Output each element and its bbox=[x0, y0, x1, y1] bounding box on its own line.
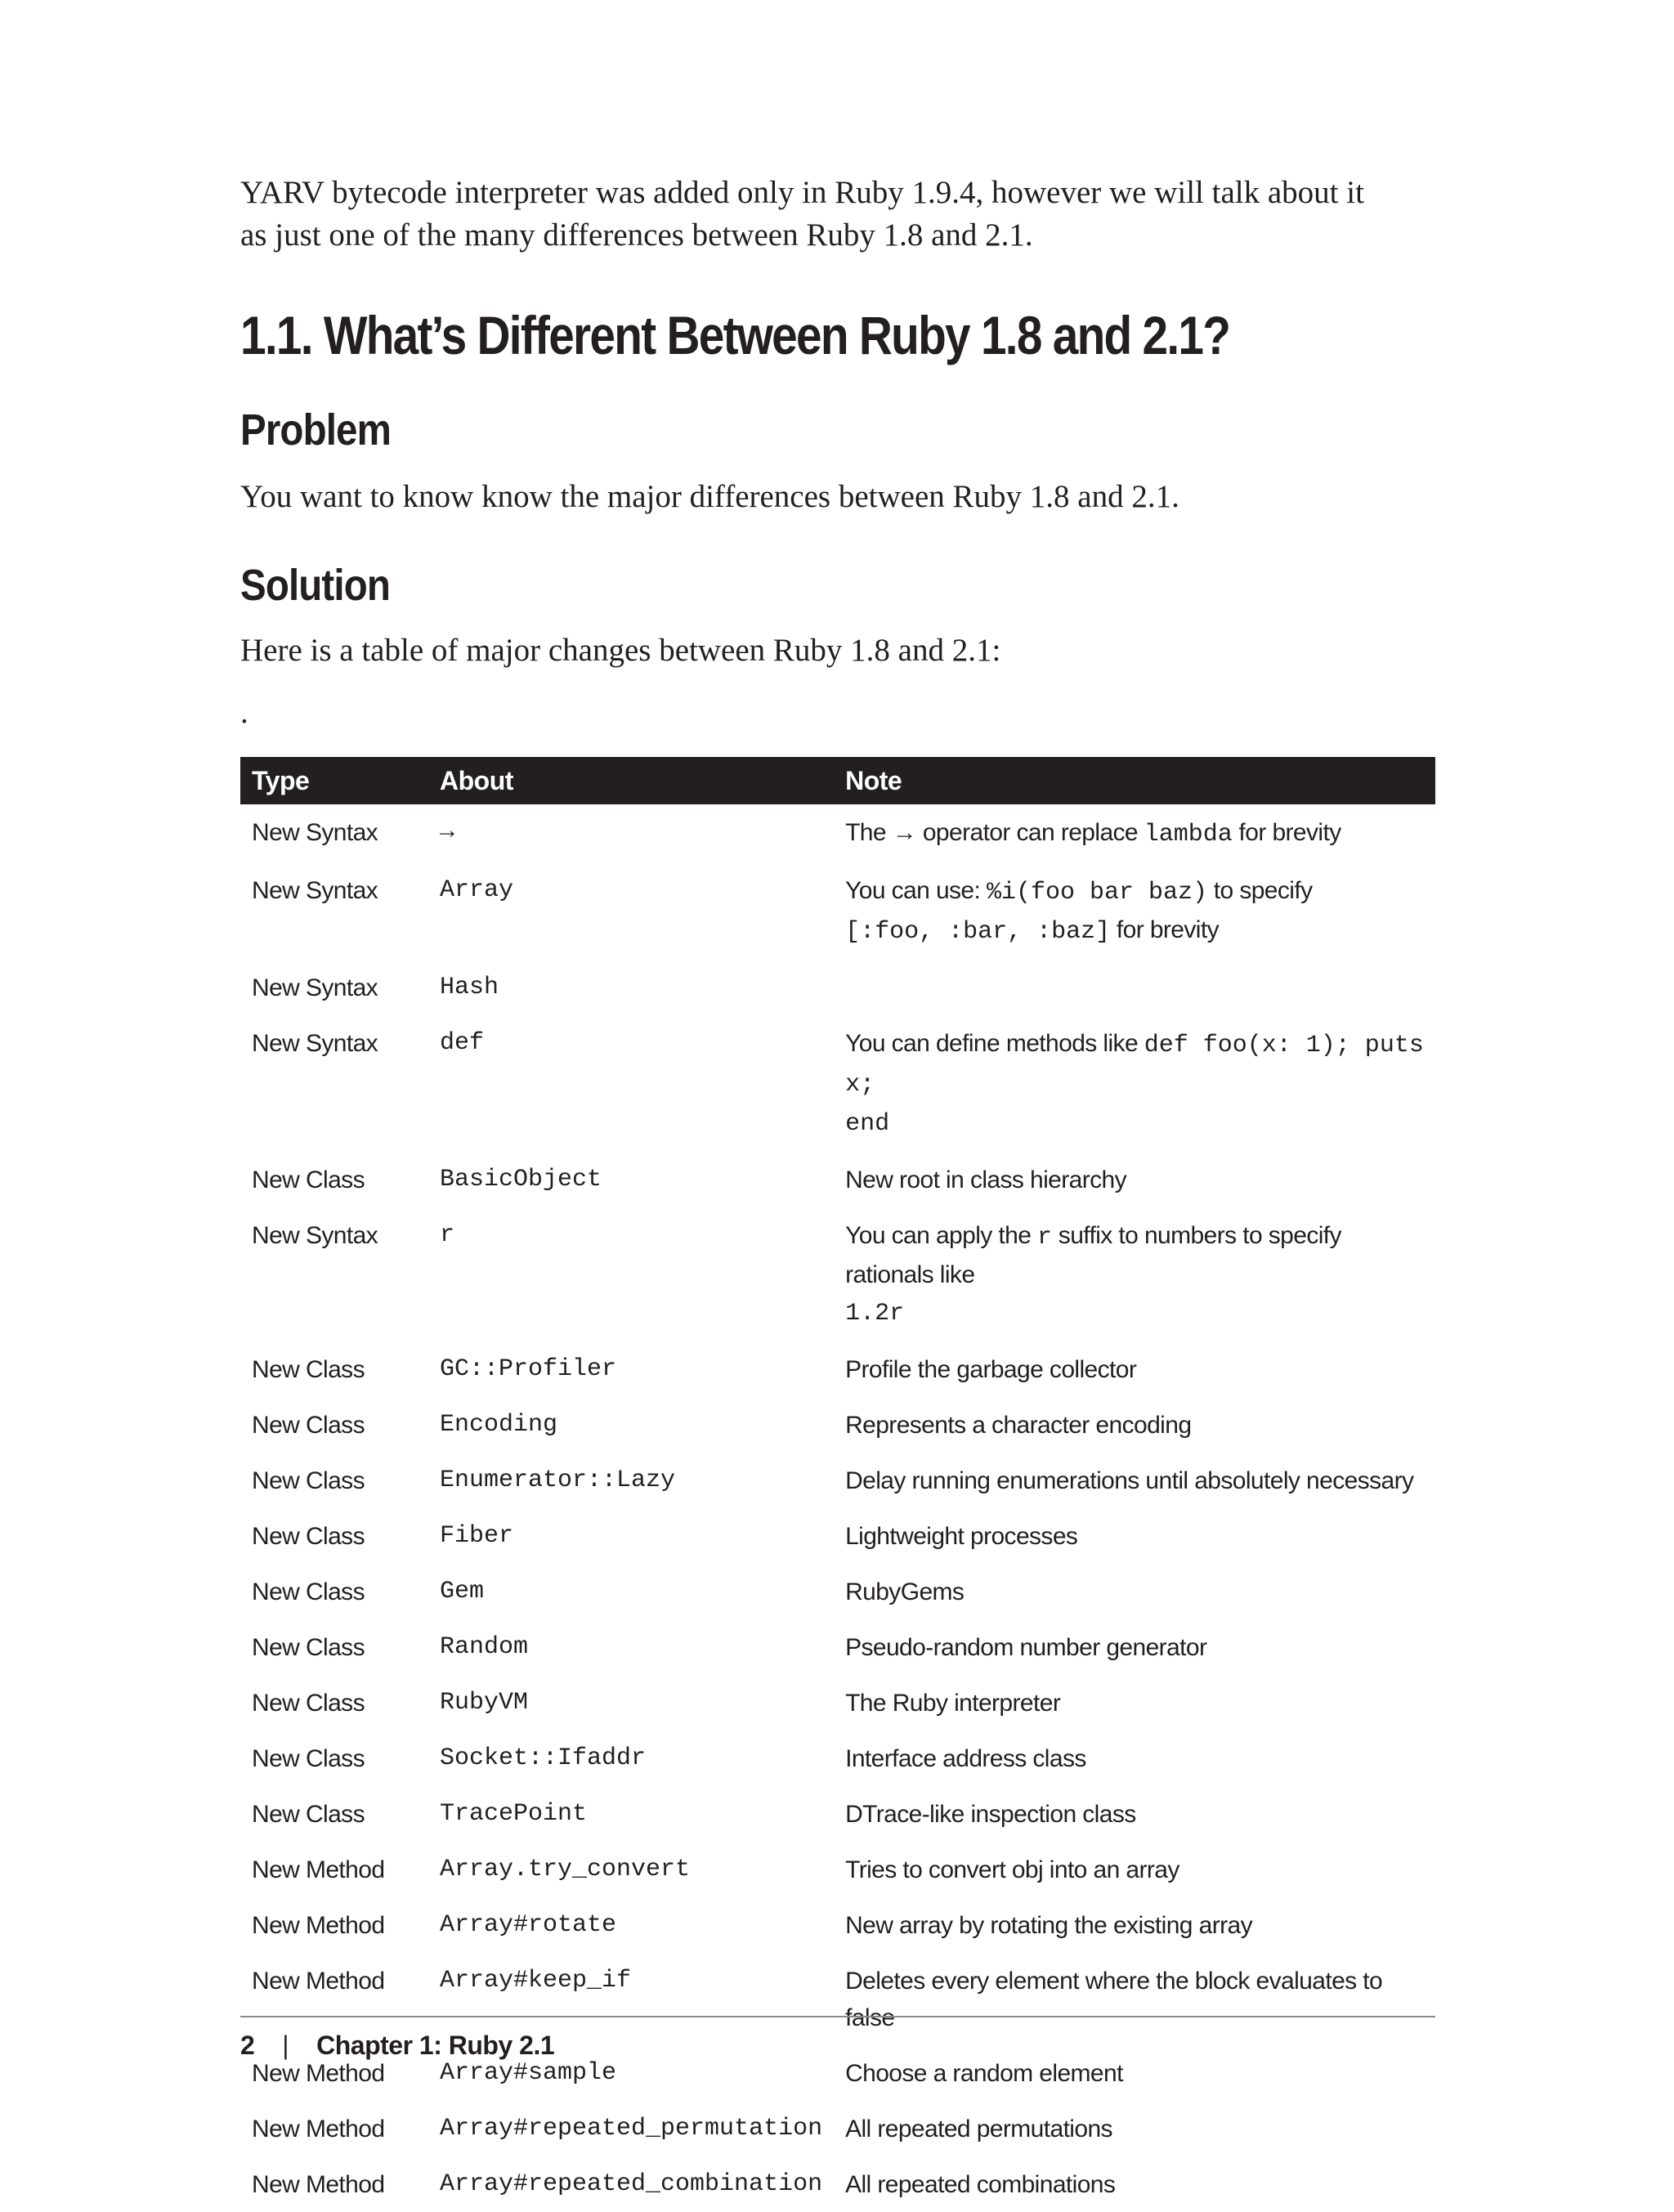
cell-type: New Class bbox=[252, 1356, 365, 1383]
note-text: Represents a character encoding bbox=[845, 1412, 1192, 1439]
table-row bbox=[240, 1564, 1435, 1619]
note-text: for brevity bbox=[1232, 819, 1341, 846]
problem-heading: Problem bbox=[240, 405, 391, 454]
note-code: def foo(x: 1); puts x; bbox=[845, 1032, 1424, 1099]
cell-type: New Method bbox=[252, 2060, 385, 2087]
table-row bbox=[240, 1675, 1435, 1731]
cell-about: Hash bbox=[440, 974, 499, 1001]
note-text: The Ruby interpreter bbox=[845, 1690, 1061, 1717]
solution-heading: Solution bbox=[240, 561, 390, 610]
table-row bbox=[240, 1897, 1435, 1953]
intro-line-2: as just one of the many differences between Ruby 1.8 and 2.1. bbox=[240, 217, 1033, 253]
note-text: Pseudo-random number generator bbox=[845, 1634, 1207, 1661]
note-text: RubyGems bbox=[845, 1578, 965, 1605]
note-text: Choose a random element bbox=[845, 2060, 1123, 2087]
stray-dot: . bbox=[240, 695, 248, 730]
table-row bbox=[240, 1397, 1435, 1453]
intro-line-1: YARV bytecode interpreter was added only in Ruby 1.9.4, however we will talk about it bbox=[240, 175, 1364, 210]
cell-note bbox=[834, 804, 1435, 862]
note-code: %i(foo bar baz) bbox=[986, 879, 1208, 907]
note-text: DTrace-like inspection class bbox=[845, 1801, 1136, 1828]
table-row bbox=[240, 1152, 1435, 1207]
table-row bbox=[240, 1842, 1435, 1897]
page-number: 2 bbox=[240, 2031, 255, 2060]
cell-note bbox=[834, 2156, 1435, 2212]
cell-type: New Syntax bbox=[252, 1222, 378, 1249]
cell-about: Array#repeated_combination bbox=[440, 2170, 823, 2198]
cell-type: New Class bbox=[252, 1412, 365, 1439]
cell-type: New Class bbox=[252, 1801, 365, 1828]
changes-table bbox=[240, 757, 1435, 2212]
cell-about: Fiber bbox=[440, 1522, 514, 1550]
table-row bbox=[240, 1453, 1435, 1508]
note-text: suffix to numbers to specify rationals like bbox=[845, 1222, 1341, 1288]
note-code: [:foo, :bar, :baz] bbox=[845, 918, 1111, 946]
cell-about: Array.try_convert bbox=[440, 1856, 691, 1883]
footer-divider bbox=[240, 2016, 1435, 2017]
cell-note bbox=[834, 1731, 1435, 1786]
cell-note bbox=[834, 2045, 1435, 2101]
cell-note bbox=[834, 1619, 1435, 1675]
note-text: Delay running enumerations until absolutely necessary bbox=[845, 1467, 1414, 1494]
table-header-row bbox=[240, 757, 1435, 804]
cell-type: New Method bbox=[252, 1968, 385, 1995]
cell-about: Enumerator::Lazy bbox=[440, 1466, 676, 1494]
cell-about: r bbox=[440, 1221, 455, 1249]
note-text: Profile the garbage collector bbox=[845, 1356, 1137, 1383]
header-note: Note bbox=[834, 757, 1435, 804]
note-text: New root in class hierarchy bbox=[845, 1166, 1127, 1193]
cell-note bbox=[834, 1508, 1435, 1564]
table-row bbox=[240, 2101, 1435, 2156]
cell-note bbox=[834, 1897, 1435, 1953]
header-about: About bbox=[428, 757, 834, 804]
cell-note bbox=[834, 1152, 1435, 1207]
cell-type: New Class bbox=[252, 1634, 365, 1661]
note-text: All repeated permutations bbox=[845, 2116, 1112, 2143]
cell-about: Array bbox=[440, 876, 514, 904]
table-row bbox=[240, 1015, 1435, 1152]
cell-note bbox=[834, 1397, 1435, 1453]
cell-type: New Syntax bbox=[252, 1030, 378, 1057]
table-row bbox=[240, 2156, 1435, 2212]
table-body bbox=[240, 804, 1435, 2212]
table-row bbox=[240, 960, 1435, 1015]
cell-note bbox=[834, 1675, 1435, 1731]
cell-about: Encoding bbox=[440, 1411, 558, 1439]
cell-note bbox=[834, 1207, 1435, 1341]
note-text: All repeated combinations bbox=[845, 2171, 1116, 2198]
cell-about: Array#repeated_permutation bbox=[440, 2115, 823, 2143]
cell-about: → bbox=[440, 818, 455, 846]
note-text: You can use: bbox=[845, 877, 987, 904]
cell-type: New Method bbox=[252, 2116, 385, 2143]
cell-about: Array#sample bbox=[440, 2059, 617, 2087]
cell-note bbox=[834, 960, 1435, 1015]
cell-type: New Class bbox=[252, 1166, 365, 1193]
cell-about: def bbox=[440, 1029, 485, 1057]
cell-note bbox=[834, 1015, 1435, 1152]
solution-text: Here is a table of major changes between Ruby 1.8 and 2.1: bbox=[240, 633, 1001, 668]
table-row bbox=[240, 804, 1435, 862]
cell-type: New Method bbox=[252, 1912, 385, 1939]
cell-about: RubyVM bbox=[440, 1689, 529, 1717]
cell-about: Random bbox=[440, 1633, 529, 1661]
table-row bbox=[240, 1619, 1435, 1675]
cell-note bbox=[834, 1453, 1435, 1508]
note-code: 1.2r bbox=[845, 1300, 905, 1328]
note-text: Deletes every element where the block evaluates to false bbox=[845, 1968, 1383, 2031]
table-row bbox=[240, 862, 1435, 960]
chapter-label: Chapter 1: Ruby 2.1 bbox=[316, 2031, 555, 2060]
note-code: r bbox=[1037, 1224, 1053, 1252]
table-row bbox=[240, 1786, 1435, 1842]
cell-note bbox=[834, 2101, 1435, 2156]
cell-note bbox=[834, 862, 1435, 960]
cell-type: New Syntax bbox=[252, 877, 378, 904]
cell-note bbox=[834, 1564, 1435, 1619]
page-footer bbox=[240, 2029, 554, 2062]
note-text: New array by rotating the existing array bbox=[845, 1912, 1252, 1939]
cell-type: New Class bbox=[252, 1745, 365, 1772]
cell-note bbox=[834, 1953, 1435, 2045]
cell-about: Socket::Ifaddr bbox=[440, 1744, 647, 1772]
note-code: end bbox=[845, 1110, 890, 1138]
table-row bbox=[240, 1207, 1435, 1341]
note-text: Lightweight processes bbox=[845, 1523, 1078, 1550]
cell-type: New Class bbox=[252, 1578, 365, 1605]
cell-about: BasicObject bbox=[440, 1166, 602, 1193]
cell-about: GC::Profiler bbox=[440, 1355, 617, 1383]
header-type: Type bbox=[240, 757, 428, 804]
cell-type: New Class bbox=[252, 1523, 365, 1550]
intro-paragraph bbox=[240, 172, 1435, 257]
note-text: You can apply the bbox=[845, 1222, 1038, 1249]
table-row bbox=[240, 1508, 1435, 1564]
book-page bbox=[240, 0, 1435, 2197]
cell-note bbox=[834, 1341, 1435, 1397]
cell-type: New Method bbox=[252, 1856, 385, 1883]
note-text: to specify bbox=[1207, 877, 1313, 904]
note-text: Interface address class bbox=[845, 1745, 1086, 1772]
note-text: Tries to convert obj into an array bbox=[845, 1856, 1179, 1883]
note-code: lambda bbox=[1144, 821, 1233, 849]
table-row bbox=[240, 1731, 1435, 1786]
cell-about: Array#rotate bbox=[440, 1911, 617, 1939]
cell-about: Gem bbox=[440, 1578, 485, 1605]
cell-about: TracePoint bbox=[440, 1800, 588, 1828]
note-text: The → operator can replace bbox=[845, 819, 1144, 846]
cell-type: New Syntax bbox=[252, 974, 378, 1001]
note-text: You can define methods like bbox=[845, 1030, 1144, 1057]
cell-note bbox=[834, 1786, 1435, 1842]
cell-type: New Syntax bbox=[252, 819, 378, 846]
cell-about: Array#keep_if bbox=[440, 1967, 632, 1995]
cell-note bbox=[834, 1842, 1435, 1897]
cell-type: New Class bbox=[252, 1690, 365, 1717]
table-row bbox=[240, 1341, 1435, 1397]
section-title: 1.1. What’s Different Between Ruby 1.8 and 2.1? bbox=[240, 305, 1230, 365]
note-text: for brevity bbox=[1110, 916, 1219, 943]
footer-separator: | bbox=[282, 2031, 289, 2060]
problem-text: You want to know know the major differences between Ruby 1.8 and 2.1. bbox=[240, 479, 1179, 514]
cell-type: New Class bbox=[252, 1467, 365, 1494]
cell-type: New Method bbox=[252, 2171, 385, 2198]
